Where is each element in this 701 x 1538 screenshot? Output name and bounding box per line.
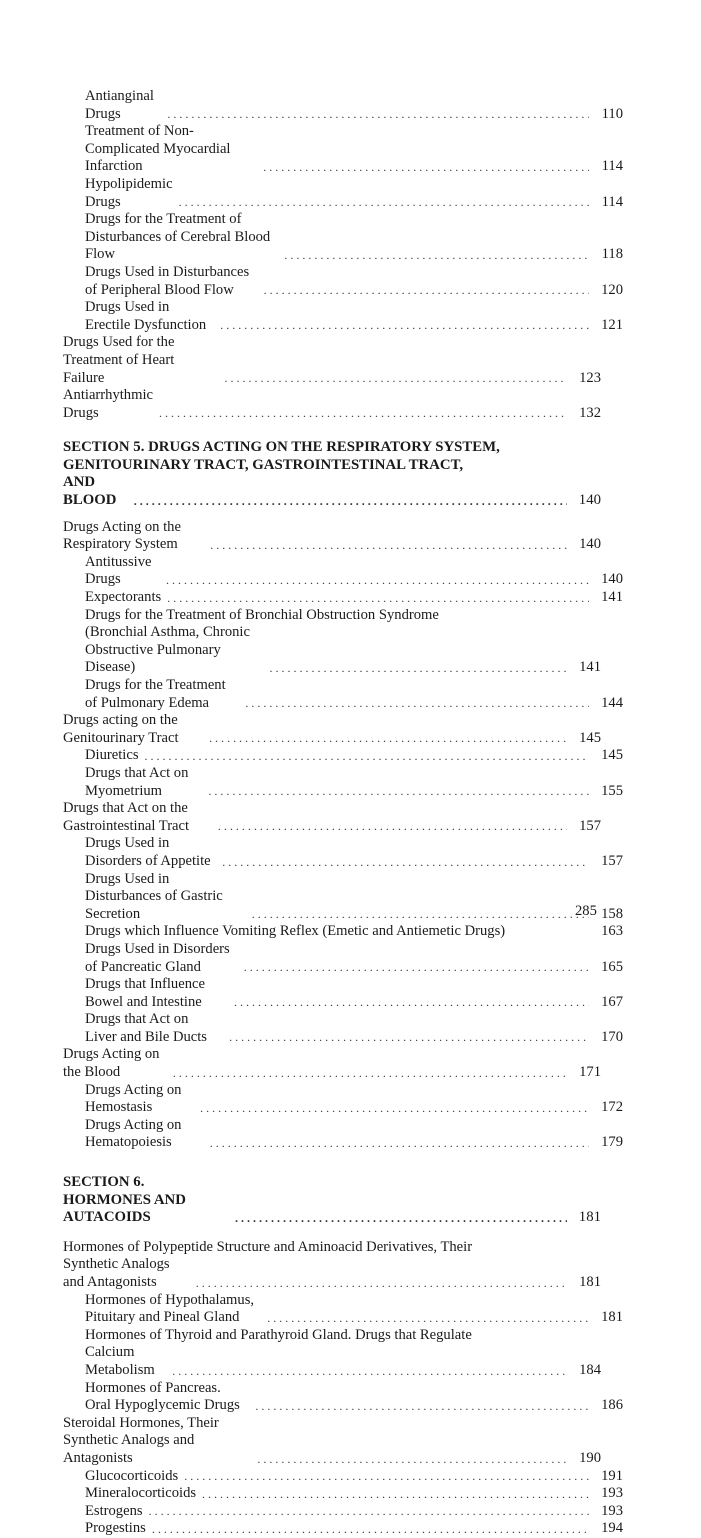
table-of-contents — [63, 88, 623, 1538]
entry-text: Drugs which Influence Vomiting Reflex (Emetic and Antiemetic Drugs) — [85, 923, 506, 940]
entry-page: 171 — [579, 1064, 601, 1081]
toc-entry-drugs-that-influence-bowel-and-intestine[interactable] — [63, 976, 623, 1011]
toc-entry-hypolipidemic-drugs[interactable] — [63, 176, 623, 211]
toc-entry-hormones-of-pancreas-oral-hypoglycemic-drugs[interactable] — [63, 1380, 623, 1415]
dot-leader — [210, 539, 567, 551]
entry-text: Drugs Used in Erectile Dysfunction — [85, 299, 207, 333]
dot-leader — [235, 1212, 567, 1224]
entry-line-2 — [63, 1256, 601, 1291]
entry-page: 186 — [601, 1397, 623, 1414]
toc-block-steroids — [63, 1379, 623, 1538]
entry-text: Drugs that Act on Myometrium — [85, 764, 189, 799]
entry-page: 145 — [579, 729, 601, 746]
dot-leader — [209, 732, 567, 744]
entry-text: Drugs acting on the Genitourinary Tract — [63, 712, 179, 746]
entry-text: Drugs Used in Disturbances of Peripheral Blood Flow — [85, 263, 250, 298]
dot-leader — [229, 1031, 589, 1043]
entry-text: Drugs Acting on the Respiratory System — [63, 518, 181, 553]
entry-text: Antiarrhythmic Drugs — [63, 387, 153, 421]
toc-entry-drugs-which-influence-vomiting-reflex-emetic-and-antiemetic-[interactable] — [63, 923, 623, 941]
toc-entry-antitussive-drugs[interactable] — [63, 554, 623, 589]
entry-text: Drugs Used in Disturbances of Gastric Secretion — [85, 870, 223, 922]
section-5-heading[interactable] — [63, 439, 601, 509]
toc-block-respiratory — [63, 518, 623, 607]
dot-leader — [167, 592, 589, 604]
entry-page: 114 — [601, 193, 623, 210]
section-5-title-text: AND BLOOD — [63, 474, 117, 509]
dot-leader — [264, 284, 589, 296]
entry-page: 123 — [579, 369, 601, 386]
entry-text: Antitussive Drugs — [85, 553, 152, 588]
entry-text: Steroidal Hormones, Their Synthetic Analogs and Antagonists — [63, 1414, 219, 1466]
toc-entry-mineralocorticoids[interactable] — [63, 1485, 623, 1503]
toc-entry-thyroid-parathyroid[interactable] — [63, 1327, 601, 1380]
toc-entry-drugs-acting-on-hemostasis[interactable] — [63, 1082, 623, 1117]
toc-entry-treatment-of-non-complicated-myocardial-infarction[interactable] — [63, 123, 623, 176]
toc-entry-drugs-used-for-the-treatment-of-heart-failure[interactable] — [63, 334, 601, 387]
entry-text: Drugs Acting on the Blood — [63, 1046, 160, 1081]
dot-leader — [244, 961, 589, 973]
dot-leader — [210, 1137, 589, 1149]
entry-page: 155 — [601, 782, 623, 799]
entry-text: Hypolipidemic Drugs — [85, 175, 173, 210]
entry-line-1: Hormones of Thyroid and Parathyroid Gland. Drugs that Regulate — [85, 1326, 472, 1343]
dot-leader — [166, 574, 589, 586]
entry-text: Mineralocorticoids — [85, 1485, 197, 1502]
toc-entry-diuretics[interactable] — [63, 747, 623, 765]
entry-text: Hormones of Pancreas. Oral Hypoglycemic Drugs — [85, 1379, 240, 1414]
entry-text: Synthetic Analogs and Antagonists — [63, 1256, 170, 1290]
entry-text: Diuretics — [85, 747, 139, 764]
toc-entry-drugs-acting-on-the-respiratory-system[interactable] — [63, 519, 601, 554]
entry-text: (Bronchial Asthma, Chronic Obstructive Pulmonary Disease) — [85, 624, 250, 676]
entry-page: 179 — [601, 1134, 623, 1151]
toc-entry-antianginal-drugs[interactable] — [63, 88, 623, 123]
entry-page: 191 — [601, 1467, 623, 1484]
entry-text: Expectorants — [85, 589, 162, 606]
section-6-page: 181 — [578, 1209, 601, 1226]
entry-page: 190 — [579, 1449, 601, 1466]
dot-leader — [270, 662, 567, 674]
entry-page: 121 — [601, 316, 623, 333]
dot-leader — [145, 750, 590, 762]
entry-text: Drugs that Act on Liver and Bile Ducts — [85, 1011, 207, 1045]
entry-text: Antianginal Drugs — [85, 88, 154, 122]
toc-entry-progestins[interactable] — [63, 1520, 623, 1538]
toc-entry-drugs-that-act-on-liver-and-bile-ducts[interactable] — [63, 1011, 623, 1046]
section-6-title-text: SECTION 6. HORMONES AND AUTACOIDS — [63, 1174, 186, 1226]
entry-page: 158 — [601, 905, 623, 922]
toc-entry-drugs-used-in-disorders-of-appetite[interactable] — [63, 835, 623, 870]
toc-entry-drugs-used-in-disturbances-of-gastric-secretion[interactable] — [63, 871, 623, 924]
dot-leader — [167, 108, 589, 120]
entry-text: Estrogens — [85, 1502, 143, 1519]
entry-text: Drugs for the Treatment of Pulmonary Edema — [85, 677, 226, 711]
section-5-title-line-2: GENITOURINARY TRACT, GASTROINTESTINAL TRACT, — [63, 456, 464, 473]
toc-entry-drugs-acting-on-the-genitourinary-tract[interactable] — [63, 712, 601, 747]
toc-entry-drugs-used-in-erectile-dysfunction[interactable] — [63, 299, 623, 334]
toc-entry-expectorants[interactable] — [63, 589, 623, 607]
dot-leader — [267, 1312, 589, 1324]
toc-entry-drugs-used-in-disorders-of-pancreatic-gland[interactable] — [63, 941, 623, 976]
entry-text: Drugs Used in Disorders of Appetite — [85, 835, 211, 869]
dot-leader — [225, 372, 567, 384]
entry-line-2 — [85, 624, 601, 677]
entry-text: Glucocorticoids — [85, 1467, 179, 1484]
dot-leader — [234, 996, 589, 1008]
entry-text: Treatment of Non-Complicated Myocardial Infarction — [85, 123, 231, 175]
entry-text: Drugs Acting on Hemostasis — [85, 1081, 182, 1116]
toc-entry-drugs-used-in-disturbances-of-peripheral-blood-flow[interactable] — [63, 264, 623, 299]
entry-page: 141 — [601, 589, 623, 606]
dot-leader — [184, 1470, 589, 1482]
entry-text: Hormones of Hypothalamus, Pituitary and Pineal Gland — [85, 1291, 255, 1326]
entry-page: 110 — [601, 105, 623, 122]
entry-line-2 — [85, 1344, 601, 1379]
dot-leader — [200, 1102, 589, 1114]
toc-entry-bronchial-obstruction[interactable] — [63, 607, 601, 677]
entry-page: 140 — [601, 571, 623, 588]
toc-entry-polypeptide-hormones[interactable] — [63, 1239, 601, 1292]
page-number: 285 — [575, 903, 597, 919]
entry-text: Drugs for the Treatment of Disturbances of Cerebral Blood Flow — [85, 211, 271, 263]
dot-leader — [220, 319, 589, 331]
entry-page: 141 — [579, 659, 601, 676]
toc-entry-antiarrhythmic-drugs[interactable] — [63, 387, 601, 422]
entry-text: Calcium Metabolism — [85, 1344, 155, 1378]
entry-page: 145 — [601, 747, 623, 764]
toc-block-cardiovascular — [63, 88, 623, 422]
section-6-heading[interactable] — [63, 1174, 601, 1227]
entry-page: 184 — [579, 1361, 601, 1378]
entry-page: 181 — [579, 1274, 601, 1290]
entry-text: Drugs Used in Disorders of Pancreatic Gland — [85, 940, 230, 975]
entry-page: 193 — [601, 1502, 623, 1519]
dot-leader — [172, 1365, 567, 1377]
dot-leader — [222, 856, 589, 868]
dot-leader — [173, 1067, 567, 1079]
entry-page: 157 — [579, 817, 601, 834]
dot-leader — [255, 1400, 589, 1412]
entry-page: 140 — [579, 536, 601, 553]
entry-page: 114 — [601, 158, 623, 175]
entry-page: 165 — [601, 958, 623, 975]
entry-text: Drugs that Influence Bowel and Intestine — [85, 976, 205, 1010]
entry-page: 120 — [601, 281, 623, 298]
dot-leader — [218, 820, 567, 832]
dot-leader — [134, 495, 567, 507]
entry-page: 194 — [601, 1520, 623, 1537]
entry-page: 181 — [601, 1309, 623, 1326]
dot-leader — [152, 1523, 589, 1535]
dot-leader — [257, 1453, 567, 1465]
toc-block-genitourinary-gi-blood — [63, 677, 623, 1152]
dot-leader — [149, 1505, 589, 1517]
dot-leader — [263, 161, 589, 173]
entry-text: Drugs Used for the Treatment of Heart Failure — [63, 334, 175, 386]
section-5-page: 140 — [578, 492, 601, 509]
toc-entry-steroidal-hormones-their-synthetic-analogs-and-antagonists[interactable] — [63, 1415, 601, 1468]
section-6-title-line — [63, 1174, 601, 1227]
entry-page: 163 — [601, 923, 623, 940]
entry-line-1: Drugs for the Treatment of Bronchial Obstruction Syndrome — [85, 606, 439, 623]
entry-page: 167 — [601, 993, 623, 1010]
section-5-title-line-1: SECTION 5. DRUGS ACTING ON THE RESPIRATORY SYSTEM, — [63, 439, 500, 456]
dot-leader — [159, 407, 567, 419]
dot-leader — [202, 1488, 589, 1500]
toc-entry-hormones-of-hypothalamus-pituitary-and-pineal-gland[interactable] — [63, 1292, 623, 1327]
entry-page: 157 — [601, 852, 623, 869]
toc-entry-drugs-acting-on-hematopoiesis[interactable] — [63, 1117, 623, 1152]
entry-page: 118 — [601, 246, 623, 263]
section-5-title-line-3 — [63, 474, 601, 509]
entry-page: 132 — [579, 404, 601, 421]
dot-leader — [284, 249, 589, 261]
dot-leader — [179, 196, 589, 208]
toc-entry-drugs-acting-on-the-blood[interactable] — [63, 1046, 601, 1081]
entry-page: 170 — [601, 1028, 623, 1045]
dot-leader — [245, 697, 589, 709]
toc-entry-glucocorticoids[interactable] — [63, 1468, 623, 1486]
entry-line-1: Hormones of Polypeptide Structure and Aminoacid Derivatives, Their — [63, 1238, 473, 1255]
entry-page: 172 — [601, 1099, 623, 1116]
toc-entry-drugs-for-the-treatment-of-pulmonary-edema[interactable] — [63, 677, 623, 712]
entry-page: 193 — [601, 1485, 623, 1502]
entry-page: 144 — [601, 694, 623, 711]
toc-entry-drugs-for-the-treatment-of-disturbances-of-cerebral-blood-fl[interactable] — [63, 211, 623, 264]
toc-entry-drugs-that-act-on-the-gastrointestinal-tract[interactable] — [63, 800, 601, 835]
entry-text: Progestins — [85, 1520, 146, 1537]
entry-text: Drugs Acting on Hematopoiesis — [85, 1116, 182, 1151]
entry-text: Drugs that Act on the Gastrointestinal Tract — [63, 800, 190, 834]
toc-entry-drugs-that-act-on-myometrium[interactable] — [63, 765, 623, 800]
toc-block-hypothalamus — [63, 1291, 623, 1327]
dot-leader — [252, 908, 589, 920]
toc-entry-estrogens[interactable] — [63, 1503, 623, 1521]
dot-leader — [208, 785, 589, 797]
dot-leader — [196, 1277, 567, 1289]
